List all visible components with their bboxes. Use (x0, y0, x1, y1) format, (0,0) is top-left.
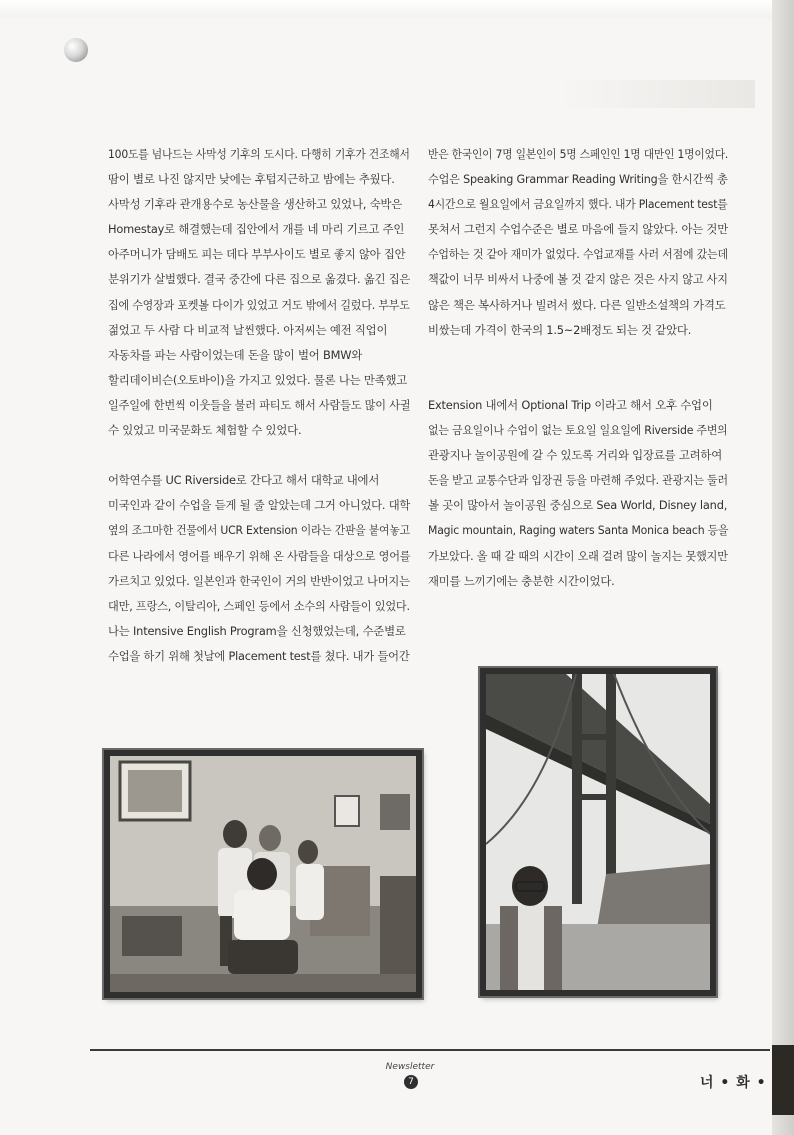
header-ornament (555, 80, 755, 108)
article-line: 재미를 느끼기에는 충분한 시간이었다. (428, 573, 615, 588)
page-number-badge: 7 (404, 1075, 418, 1089)
article-line: 수업하는 것 같아 재미가 없었다. 수업교재를 사러 서점에 갔는데 (428, 247, 728, 262)
article-line: 않은 책은 복사하거나 빌려서 썼다. 다른 일반소설책의 가격도 (428, 297, 726, 312)
article-line: 대만, 프랑스, 이탈리아, 스페인 등에서 소수의 사람들이 있었다. (108, 598, 410, 613)
page-binding-strip (772, 0, 794, 1135)
article-line: 젊었고 두 사람 다 비교적 날씬했다. 아저씨는 예전 직업이 (108, 322, 388, 337)
decorative-ball (64, 38, 88, 62)
footer-rule (90, 1049, 770, 1051)
article-line: 옆의 조그마한 건물에서 UCR Extension 이라는 간판을 붙여놓고 (108, 523, 410, 538)
paragraph-gap (428, 343, 728, 368)
article-line: 할리데이비슨(오토바이)을 가지고 있었다. 물론 나는 만족했고 (108, 372, 408, 387)
article-line: 없는 금요일이나 수업이 없는 토요일 일요일에 Riverside 주변의 (428, 423, 728, 438)
article-line: 수업을 하기 위해 첫날에 Placement test를 쳤다. 내가 들어간 (108, 648, 410, 663)
footer-brand-text: 너 • 화 • (700, 1075, 767, 1091)
top-edge (0, 0, 794, 18)
paragraph-gap (428, 368, 728, 393)
article-line: 다른 나라에서 영어를 배우기 위해 온 사람들을 대상으로 영어를 (108, 548, 411, 563)
article-line: 반은 한국인이 7명 일본인이 5명 스페인인 1명 대만인 1명이었다. (428, 147, 729, 161)
article-line: 사막성 기후라 관개용수로 농산물을 생산하고 있었나, 숙박은 (108, 197, 403, 212)
homestay-family-image (110, 756, 416, 992)
article-line: 땀이 별로 나진 않지만 낮에는 후텁지근하고 밤에는 추웠다. (108, 172, 395, 187)
article-line: 100도를 넘나드는 사막성 기후의 도시다. 다행히 기후가 건조해서 (108, 147, 410, 161)
homestay-family-photo (104, 750, 422, 998)
article-line: 아주머니가 담배도 피는 데다 부부사이도 별로 좋지 않아 집안 (108, 247, 406, 262)
article-line: Homestay로 해결했는데 집안에서 개를 네 마리 기르고 주인 (108, 222, 405, 237)
article-line: 어학연수를 UC Riverside로 간다고 해서 대학교 내에서 (108, 473, 380, 488)
article-line: 가르치고 있었다. 일본인과 한국인이 거의 반반이었고 나머지는 (108, 573, 410, 588)
article-line: Magic mountain, Raging waters Santa Monica beach 등을 (428, 523, 729, 538)
article-right-column (428, 142, 728, 594)
golden-gate-bridge-photo (480, 668, 716, 996)
article-line: 가보았다. 올 때 갈 때의 시간이 오래 걸려 많이 놀지는 못했지만 (428, 548, 728, 563)
article-line: 일주일에 한번씩 이웃들을 불러 파티도 해서 사람들도 많이 사귈 (108, 397, 411, 412)
golden-gate-bridge-image (486, 674, 710, 990)
paragraph-gap (108, 443, 410, 468)
article-line: 책값이 너무 비싸서 나중에 볼 것 같지 않은 것은 사지 않고 사지 (428, 272, 728, 287)
article-line: 나는 Intensive English Program을 신청했었는데, 수준별로 (108, 623, 406, 638)
article-line: 관광지나 놀이공원에 갈 수 있도록 거리와 입장료를 고려하여 (428, 448, 723, 463)
article-line: 비쌌는데 가격이 한국의 1.5~2배정도 되는 것 같았다. (428, 322, 692, 337)
footer-newsletter-label: Newsletter (385, 1062, 435, 1072)
page-binding-tab (772, 1045, 794, 1115)
article-line: 미국인과 같이 수업을 듣게 될 줄 알았는데 그거 아니었다. 대학 (108, 498, 411, 513)
article-line: 수 있었고 미국문화도 체험할 수 있었다. (108, 423, 302, 438)
article-line: 수업은 Speaking Grammar Reading Writing을 한시간씩 총 (428, 172, 728, 187)
article-line: 4시간으로 월요일에서 금요일까지 했다. 내가 Placement test를 (428, 197, 728, 212)
article-line: 자동차를 파는 사람이었는데 돈을 많이 벌어 BMW와 (108, 347, 363, 362)
article-line: 못쳐서 그런지 수업수준은 별로 마음에 들지 않았다. 아는 것만 (428, 222, 728, 237)
article-line: Extension 내에서 Optional Trip 이라고 해서 오후 수업이 (428, 397, 713, 412)
article-line: 분위기가 살벌했다. 결국 중간에 다른 집으로 옮겼다. 옮긴 집은 (108, 272, 411, 287)
article-line: 집에 수영장과 포켓볼 다이가 있었고 거도 밖에서 길렀다. 부부도 (108, 297, 410, 312)
article-left-column (108, 142, 410, 669)
article-line: 볼 곳이 많아서 놀이공원 중심으로 Sea World, Disney land, (428, 498, 728, 513)
article-line: 돈을 받고 교통수단과 입장권 등을 마련해 주었다. 관광지는 둘러 (428, 473, 728, 488)
